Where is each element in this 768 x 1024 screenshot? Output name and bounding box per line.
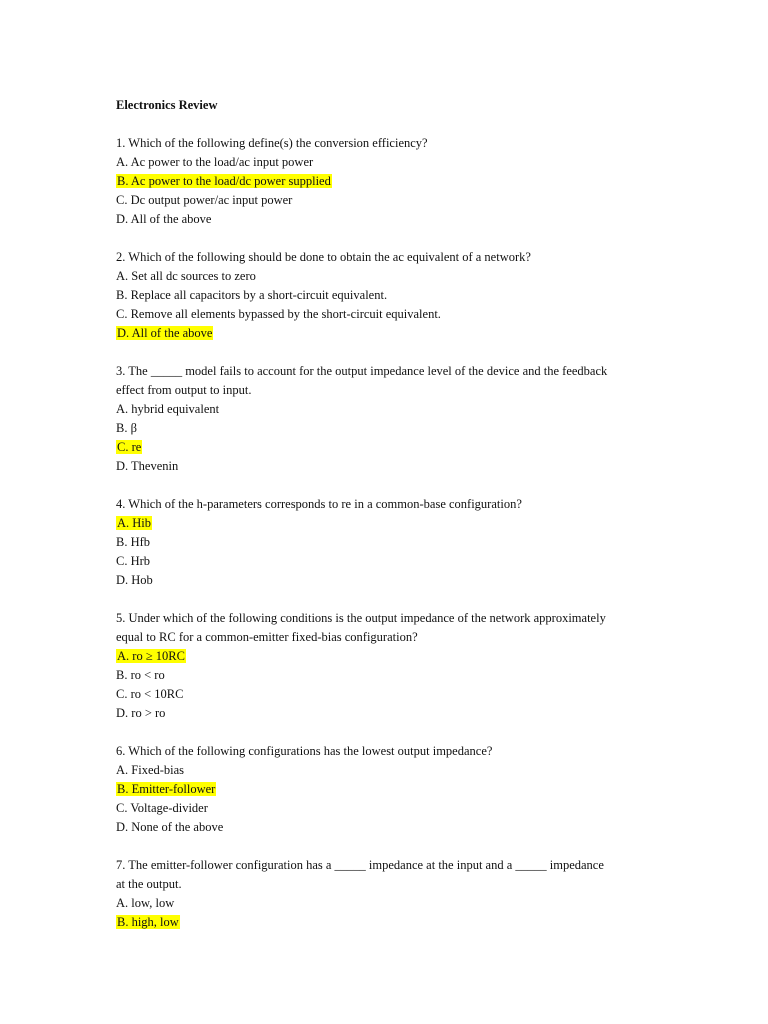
highlighted-answer-text: C. re [117,440,142,454]
answer-option [116,894,676,913]
answer-option [116,324,676,343]
question-stem-line: 7. The emitter-follower configuration has a _____ impedance at the input and a _____ impedance [116,858,604,872]
answer-option [116,400,676,419]
question-stem-line: 1. Which of the following define(s) the conversion efficiency? [116,136,428,150]
question-stem-line: 3. The _____ model fails to account for the output impedance level of the device and the feedback [116,364,608,378]
answer-option [116,267,676,286]
question-stem-line: 6. Which of the following configurations has the lowest output impedance? [116,744,493,758]
answer-option [116,704,676,723]
question-stem-line: 2. Which of the following should be done to obtain the ac equivalent of a network? [116,250,531,264]
highlighted-answer-text: B. Emitter-follower [117,782,216,796]
answer-option-text: C. Remove all elements bypassed by the short-circuit equivalent. [116,307,441,321]
answer-option [116,438,676,457]
answer-option-text: D. None of the above [116,820,224,834]
answer-option-text: B. Hfb [116,535,151,549]
answer-option-text: B. β [116,421,137,435]
highlighted-answer-text: B. high, low [117,915,179,929]
question-1 [116,134,676,229]
question-stem-line: at the output. [116,877,182,891]
question-7 [116,856,676,932]
answer-option-text: A. Ac power to the load/ac input power [116,155,314,169]
answer-option-text: C. Voltage-divider [116,801,208,815]
answer-option-text: C. Hrb [116,554,151,568]
question-4 [116,495,676,590]
answer-option [116,457,676,476]
answer-option [116,780,676,799]
answer-option [116,419,676,438]
question-stem-line: equal to RC for a common-emitter fixed-bias configuration? [116,630,418,644]
answer-option [116,571,676,590]
answer-option-text: D. Thevenin [116,459,179,473]
answer-option-text: C. Dc output power/ac input power [116,193,293,207]
answer-option-text: B. ro < ro [116,668,165,682]
answer-option-text: A. low, low [116,896,175,910]
highlighted-answer-text: B. Ac power to the load/dc power supplied [117,174,331,188]
answer-option-text: A. hybrid equivalent [116,402,220,416]
answer-option [116,685,676,704]
answer-option-text: C. ro < 10RC [116,687,184,701]
highlighted-answer-text: A. ro ≥ 10RC [117,649,185,663]
answer-option [116,172,676,191]
answer-option [116,305,676,324]
question-list [116,134,676,932]
question-stem-line: 4. Which of the h-parameters corresponds to re in a common-base configuration? [116,497,522,511]
answer-option-text: B. Replace all capacitors by a short-circuit equivalent. [116,288,388,302]
answer-option-text: A. Set all dc sources to zero [116,269,256,283]
highlighted-answer-text: D. All of the above [117,326,213,340]
answer-option-text: A. Fixed-bias [116,763,185,777]
answer-option-text: D. All of the above [116,212,212,226]
question-stem-line: effect from output to input. [116,383,252,397]
answer-option [116,913,676,932]
answer-option [116,761,676,780]
answer-option [116,191,676,210]
question-3 [116,362,676,476]
question-2 [116,248,676,343]
answer-option [116,647,676,666]
answer-option [116,533,676,552]
question-6 [116,742,676,837]
answer-option [116,799,676,818]
highlighted-answer-text: A. Hib [117,516,152,530]
answer-option [116,552,676,571]
answer-option [116,286,676,305]
answer-option-text: D. ro > ro [116,706,166,720]
answer-option [116,514,676,533]
question-stem-line: 5. Under which of the following conditions is the output impedance of the network approximately [116,611,606,625]
answer-option [116,666,676,685]
answer-option [116,210,676,229]
answer-option-text: D. Hob [116,573,153,587]
answer-option [116,153,676,172]
document-title: Electronics Review [116,98,218,112]
answer-option [116,818,676,837]
document-page [116,96,676,951]
question-5 [116,609,676,723]
